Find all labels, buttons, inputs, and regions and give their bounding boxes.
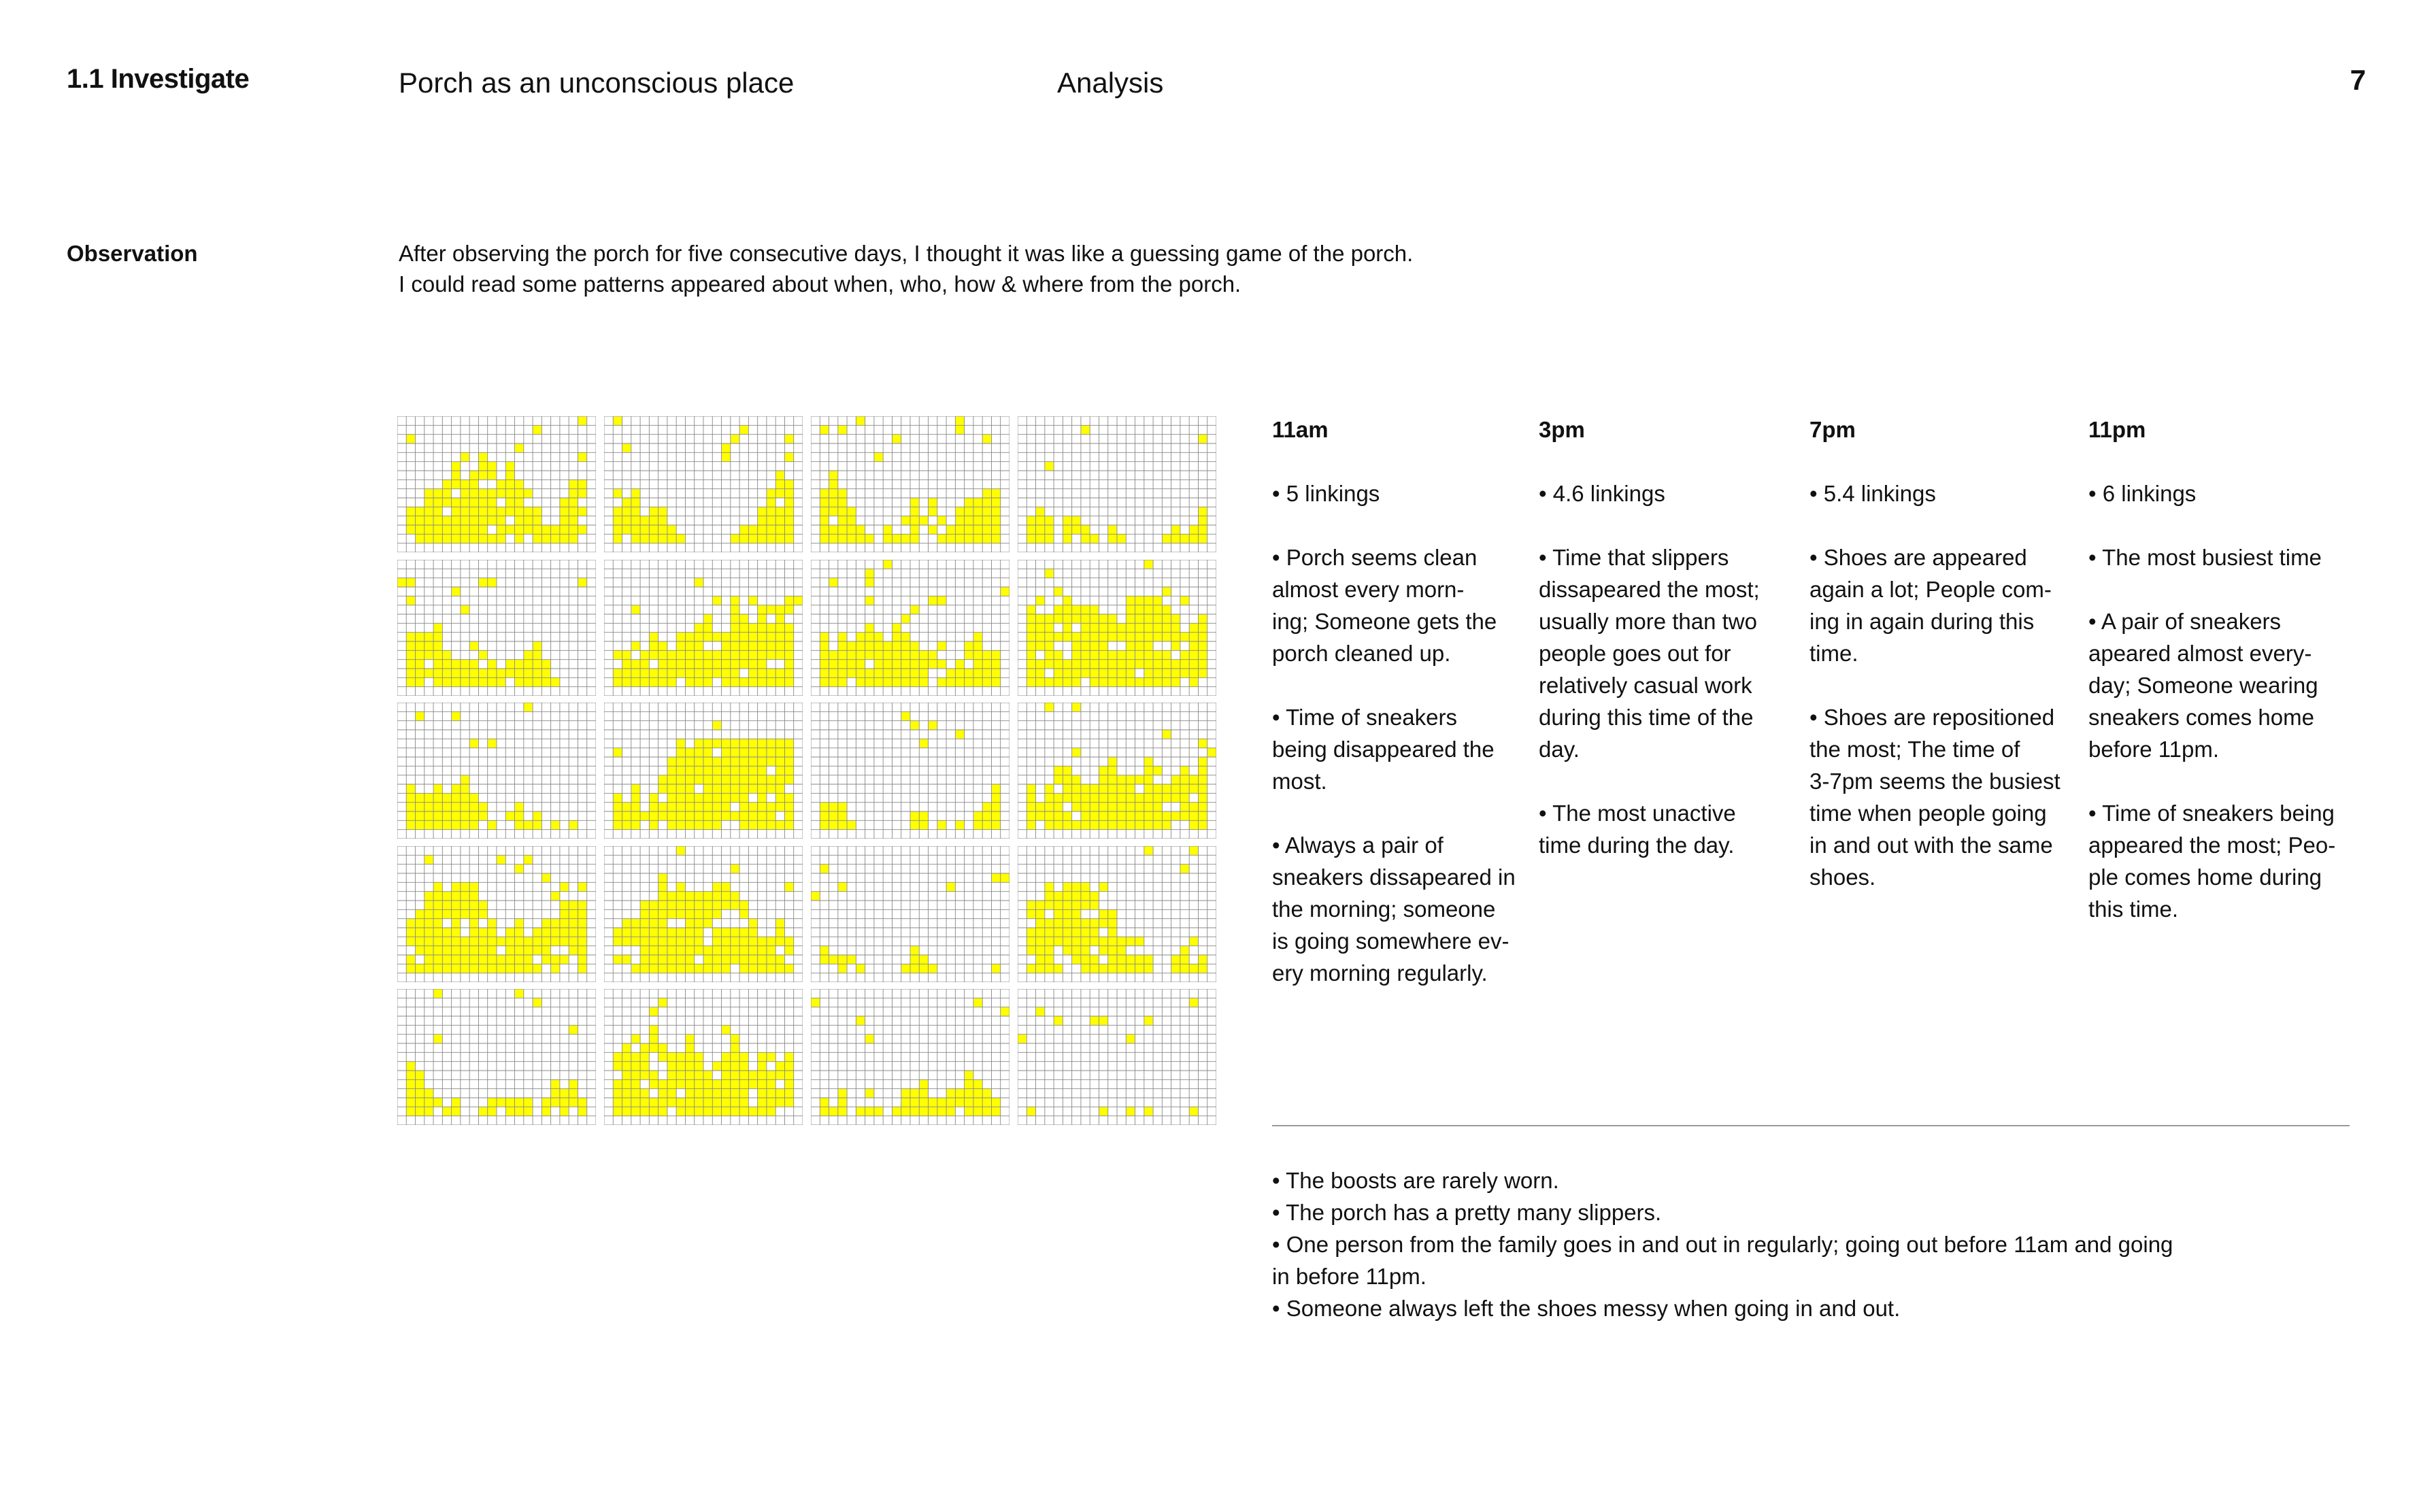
column-item: • Time that slippers dissapeared the most; usually more than two people goes out for relatively casual work during this time of the day.	[1539, 545, 1760, 762]
grid-panel	[604, 560, 803, 696]
column-time: 3pm	[1539, 417, 1585, 442]
column-item: • 6 linkings	[2088, 481, 2197, 506]
column-11pm	[2088, 414, 2360, 957]
column-item: • Shoes are repositioned the most; The time of 3-7pm seems the busiest time when people going in and out with the same shoes.	[1809, 705, 2061, 890]
grid-panel	[397, 846, 596, 982]
column-time: 11pm	[2088, 417, 2146, 442]
column-item: • 5 linkings	[1272, 481, 1380, 506]
column-item: • Porch seems clean almost every morn- ing; Someone gets the porch cleaned up.	[1272, 545, 1497, 666]
column-item: • The most unactive time during the day.	[1539, 801, 1736, 858]
column-11am	[1272, 414, 1524, 1021]
grid-panel	[397, 560, 596, 696]
intro-line: After observing the porch for five consecutive days, I thought it was like a guessing game of the porch.	[399, 241, 1414, 266]
column-item: • 4.6 linkings	[1539, 481, 1665, 506]
column-item: • Always a pair of sneakers dissapeared in the morning; someone is going somewhere ev- ery morning regularly.	[1272, 833, 1516, 986]
observation-label: Observation	[67, 241, 198, 266]
grid-panel	[1018, 416, 1216, 552]
column-7pm	[1809, 414, 2061, 925]
grid-panel	[1018, 846, 1216, 982]
page-number: 7	[2350, 64, 2366, 96]
column-item: • Shoes are appeared again a lot; People com- ing in again during this time.	[1809, 545, 2052, 666]
observation-intro	[399, 238, 1413, 299]
divider	[1272, 1125, 2350, 1126]
grid-panel	[1018, 560, 1216, 696]
summary-notes	[1272, 1164, 2173, 1324]
column-item: • A pair of sneakers apeared almost every- day; Someone wearing sneakers comes home before 11pm.	[2088, 609, 2318, 762]
grid-panel	[604, 416, 803, 552]
grid-panel	[1018, 989, 1216, 1125]
grid-panel	[397, 416, 596, 552]
intro-line: I could read some patterns appeared about when, who, how & where from the porch.	[399, 271, 1241, 297]
note-item: • Someone always left the shoes messy when going in and out.	[1272, 1296, 1901, 1321]
grid-panel	[397, 989, 596, 1125]
grid-panel	[811, 989, 1010, 1125]
column-item: • The most busiest time	[2088, 545, 2322, 570]
document-title: Porch as an unconscious place	[399, 67, 795, 99]
section-label: 1.1 Investigate	[67, 64, 250, 94]
porch-grid-matrix	[397, 416, 1216, 1125]
note-item: • The boosts are rarely worn.	[1272, 1168, 1559, 1193]
grid-panel	[1018, 703, 1216, 839]
grid-panel	[811, 703, 1010, 839]
note-item: • The porch has a pretty many slippers.	[1272, 1200, 1662, 1225]
grid-panel	[811, 560, 1010, 696]
grid-panel	[604, 846, 803, 982]
grid-panel	[604, 989, 803, 1125]
column-3pm	[1539, 414, 1790, 893]
column-item: • 5.4 linkings	[1809, 481, 1936, 506]
note-item: • One person from the family goes in and out in regularly; going out before 11am and going in before 11pm.	[1272, 1232, 2173, 1289]
column-item: • Time of sneakers being disappeared the most.	[1272, 705, 1495, 794]
column-time: 7pm	[1809, 417, 1856, 442]
column-time: 11am	[1272, 417, 1329, 442]
grid-panel	[397, 703, 596, 839]
grid-panel	[604, 703, 803, 839]
column-item: • Time of sneakers being appeared the most; Peo- ple comes home during this time.	[2088, 801, 2336, 922]
grid-panel	[811, 846, 1010, 982]
grid-panel	[811, 416, 1010, 552]
document-subtitle: Analysis	[1057, 67, 1164, 99]
